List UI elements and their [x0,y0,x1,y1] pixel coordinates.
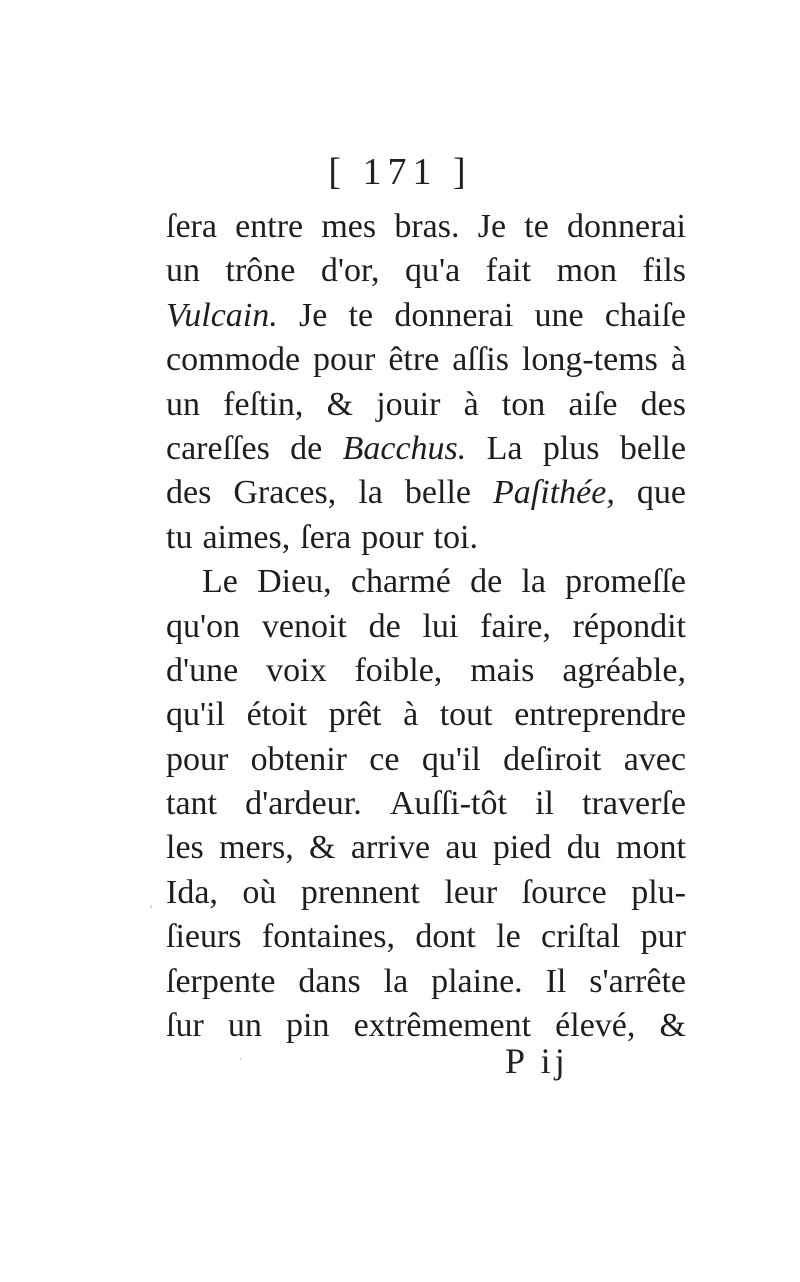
page-number: [ 171 ] [328,151,472,193]
body-text [166,205,686,1048]
text-line-19: ſur un pin extrêmement élevé, & [166,1007,686,1045]
text-line-7: des Graces, la belle Paſithée, que [166,474,686,512]
text-line-2: un trône d'or, qu'a fait mon fils [166,252,686,290]
text-line-15: les mers, & arrive au pied du mont [166,829,686,867]
text-line-4: commode pour être aſſis long-tems à [166,341,686,379]
text-line-13: pour obtenir ce qu'il deſiroit avec [166,740,686,778]
paper-speck [150,905,152,908]
paper-speck [240,1058,242,1060]
text-line-3: Vulcain. Je te donnerai une chaiſe [166,296,686,334]
text-line-11: d'une voix foible, mais agréable, [166,651,686,689]
text-line-14: tant d'ardeur. Auſſi-tôt il traverſe [166,785,686,823]
text-line-16: Ida, où prennent leur ſource plu- [166,873,686,911]
text-line-17: ſieurs fontaines, dont le criſtal pur [166,918,686,956]
text-line-10: qu'on venoit de lui faire, répondit [166,607,686,645]
text-line-6: careſſes de Bacchus. La plus belle [166,429,686,467]
text-line-8: tu aimes, ſera pour toi. [166,518,478,556]
text-line-5: un feſtin, & jouir à ton aiſe des [166,385,686,423]
text-line-18: ſerpente dans la plaine. Il s'arrête [166,962,686,1000]
signature-mark: P ij [505,1041,569,1081]
text-line-12: qu'il étoit prêt à tout entreprendre [166,696,686,734]
text-line-1: ſera entre mes bras. Je te donnerai [166,208,686,245]
text-line-9: Le Dieu, charmé de la promeſſe [202,563,686,601]
